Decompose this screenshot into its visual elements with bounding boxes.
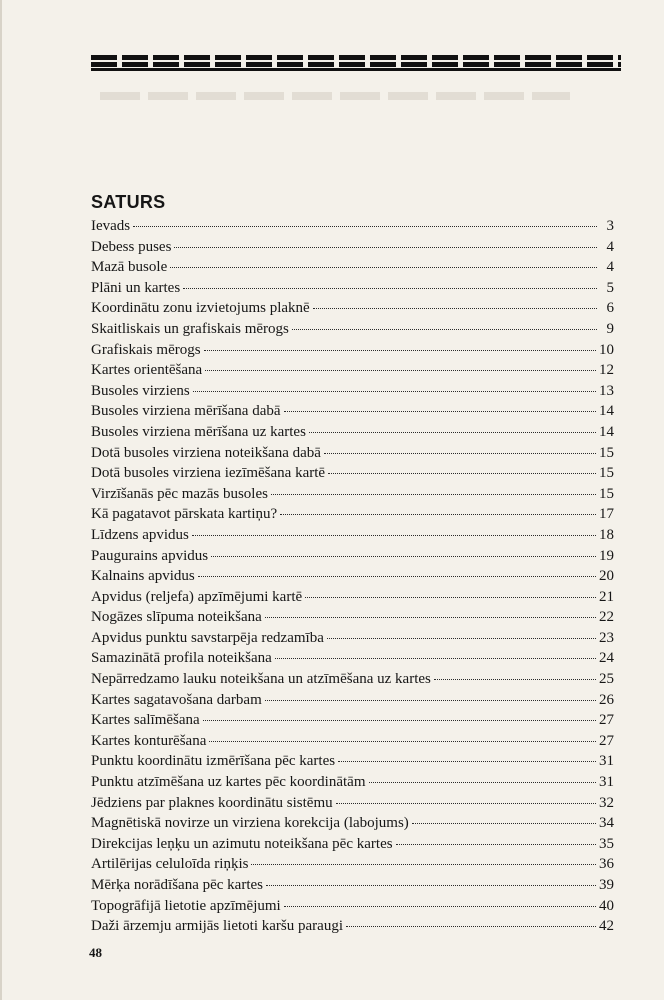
toc-entry-page: 15 [599, 465, 614, 482]
dot-leader [193, 390, 596, 392]
toc-entry [91, 813, 614, 834]
toc-entry-title: Kā pagatavot pārskata kartiņu? [91, 506, 278, 523]
toc-entry-page: 40 [599, 897, 614, 914]
toc-entry-title: Kalnains apvidus [91, 568, 195, 585]
page-title: SATURS [91, 192, 166, 212]
toc-entry [91, 648, 614, 669]
dot-leader [324, 452, 596, 454]
toc-entry-page: 32 [599, 794, 614, 811]
dot-leader [305, 596, 596, 598]
toc-entry [91, 669, 614, 690]
dot-leader [280, 513, 596, 515]
toc-entry-page: 15 [599, 485, 614, 502]
toc-entry-page: 31 [599, 774, 614, 791]
toc-entry-page: 18 [599, 526, 614, 543]
dot-leader [434, 678, 596, 680]
toc-entry-title: Koordinātu zonu izvietojums plaknē [91, 300, 310, 317]
toc-entry-page: 4 [606, 259, 614, 276]
toc-entry-title: Mazā busole [91, 259, 168, 276]
toc-entry-title: Busoles virziena mērīšana uz kartes [91, 423, 306, 440]
toc-entry-title: Kartes salīmēšana [91, 712, 200, 729]
toc-entry-title: Nogāzes slīpuma noteikšana [91, 609, 262, 626]
dot-leader [412, 822, 596, 824]
dot-leader [284, 905, 596, 907]
toc-entry-title: Ievads [91, 218, 131, 234]
toc-entry-title: Jēdziens par plaknes koordinātu sistēmu [91, 794, 333, 811]
toc-entry-title: Topogrāfijā lietotie apzīmējumi [91, 897, 281, 914]
dot-leader [338, 760, 596, 762]
toc-entry [91, 875, 614, 896]
toc-entry-title: Kartes orientēšana [91, 362, 203, 379]
toc-entry [91, 607, 614, 628]
dot-leader [205, 369, 596, 371]
toc-entry [91, 257, 614, 278]
dot-leader [369, 781, 597, 783]
dot-leader [309, 431, 596, 433]
toc-entry-page: 20 [599, 568, 614, 585]
toc-entry-page: 26 [599, 691, 614, 708]
toc-entry [91, 896, 614, 917]
dot-leader [198, 575, 596, 577]
toc-entry-title: Paugurains apvidus [91, 547, 209, 564]
toc-entry [91, 854, 614, 875]
toc-entry-title: Magnētiskā novirze un virziena korekcija (labojums) [91, 815, 409, 832]
dot-leader [284, 410, 596, 412]
toc-entry [91, 484, 614, 505]
solid-rule [91, 68, 621, 71]
toc-entry-title: Busoles virziens [91, 382, 190, 399]
toc-entry-title: Skaitliskais un grafiskais mērogs [91, 320, 289, 337]
toc-entry-title: Grafiskais mērogs [91, 341, 201, 358]
dash-row-top [91, 55, 621, 60]
toc-entry-page: 21 [599, 588, 614, 605]
bleed-through-rule [100, 92, 570, 100]
toc-entry-title: Busoles virziena mērīšana dabā [91, 403, 281, 420]
toc-entry [91, 834, 614, 855]
dot-leader [192, 534, 596, 536]
toc-entry-page: 15 [599, 444, 614, 461]
toc-entry [91, 340, 614, 361]
dot-leader [328, 472, 596, 474]
header-rule [91, 55, 621, 71]
toc-entry [91, 463, 614, 484]
toc-entry-page: 10 [599, 341, 614, 358]
toc-entry-title: Punktu atzīmēšana uz kartes pēc koordinātām [91, 774, 366, 791]
toc-entry-page: 27 [599, 732, 614, 749]
toc-entry-page: 22 [599, 609, 614, 626]
toc-entry-title: Direkcijas leņķu un azimutu noteikšana pēc kartes [91, 835, 393, 852]
toc-entry-page: 3 [606, 218, 614, 234]
toc-entry-page: 42 [599, 918, 614, 935]
toc-entry-title: Artilērijas celuloīda riņķis [91, 856, 249, 873]
toc-entry-page: 4 [606, 238, 614, 255]
toc-entry-page: 24 [599, 650, 614, 667]
toc-entry [91, 278, 614, 299]
toc-entry [91, 587, 614, 608]
toc-entry [91, 731, 614, 752]
toc-entry-page: 6 [606, 300, 614, 317]
toc-entry-title: Apvidus (reljefa) apzīmējumi kartē [91, 588, 303, 605]
toc-entry-page: 23 [599, 629, 614, 646]
dot-leader [211, 555, 596, 557]
toc-entry-title: Debess puses [91, 238, 172, 255]
toc-entry-page: 34 [599, 815, 614, 832]
dot-leader [313, 307, 597, 309]
toc-entry-page: 19 [599, 547, 614, 564]
toc-entry-title: Daži ārzemju armijās lietoti karšu paraugi [91, 918, 343, 935]
toc-entry-title: Līdzens apvidus [91, 526, 189, 543]
toc-entry-page: 17 [599, 506, 614, 523]
toc-entry-page: 12 [599, 362, 614, 379]
dot-leader [292, 328, 597, 330]
dot-leader [346, 925, 596, 927]
toc-entry-page: 27 [599, 712, 614, 729]
toc-entry [91, 751, 614, 772]
dot-leader [265, 699, 596, 701]
toc-entry [91, 566, 614, 587]
toc-entry-title: Kartes konturēšana [91, 732, 207, 749]
dot-leader [271, 493, 596, 495]
dot-leader [170, 266, 597, 268]
dot-leader [133, 225, 597, 227]
toc-entry [91, 525, 614, 546]
toc-entry [91, 216, 614, 237]
dot-leader [183, 287, 597, 289]
dot-leader [396, 843, 596, 845]
toc-entry-page: 31 [599, 753, 614, 770]
toc-entry-page: 25 [599, 671, 614, 688]
toc-entry [91, 772, 614, 793]
toc-entry [91, 422, 614, 443]
toc-entry [91, 443, 614, 464]
toc-entry [91, 710, 614, 731]
toc-entry-page: 35 [599, 835, 614, 852]
dot-leader [251, 863, 596, 865]
toc-entry [91, 690, 614, 711]
toc-entry-page: 13 [599, 382, 614, 399]
page-number: 48 [89, 945, 102, 960]
toc-entry [91, 237, 614, 258]
toc-entry [91, 628, 614, 649]
dot-leader [265, 616, 596, 618]
toc-entry-title: Apvidus punktu savstarpēja redzamība [91, 629, 324, 646]
dash-row-bottom [91, 62, 621, 67]
toc-entry-title: Dotā busoles virziena iezīmēšana kartē [91, 465, 326, 482]
toc-entry [91, 401, 614, 422]
dot-leader [174, 246, 597, 248]
toc-entry-title: Plāni un kartes [91, 279, 181, 296]
toc-entry-title: Kartes sagatavošana darbam [91, 691, 262, 708]
toc-entry [91, 298, 614, 319]
toc-entry [91, 319, 614, 340]
toc-entry-title: Mērķa norādīšana pēc kartes [91, 877, 264, 893]
toc-entry-title: Samazinātā profila noteikšana [91, 650, 272, 667]
toc-entry-page: 36 [599, 856, 614, 873]
toc-entry [91, 360, 614, 381]
toc-entry [91, 546, 614, 567]
dot-leader [336, 802, 596, 804]
toc-entry-title: Dotā busoles virziena noteikšana dabā [91, 444, 321, 461]
toc-entry-page: 14 [599, 403, 614, 420]
toc-entry-page: 39 [599, 877, 614, 893]
toc-entry [91, 793, 614, 814]
toc-entry-title: Virzīšanās pēc mazās busoles [91, 485, 268, 502]
dot-leader [209, 740, 596, 742]
toc-entry-page: 5 [606, 279, 614, 296]
toc-entry-page: 14 [599, 423, 614, 440]
toc-entry [91, 504, 614, 525]
toc-entry-page: 9 [606, 320, 614, 337]
toc-entry-title: Nepārredzamo lauku noteikšana un atzīmēšana uz kartes [91, 671, 431, 688]
toc-entry [91, 381, 614, 402]
dot-leader [275, 657, 596, 659]
toc-entry-title: Punktu koordinātu izmērīšana pēc kartes [91, 753, 336, 770]
table-of-contents [91, 216, 614, 937]
dot-leader [203, 719, 596, 721]
dot-leader [327, 637, 596, 639]
dot-leader [266, 884, 596, 886]
dot-leader [204, 349, 596, 351]
toc-entry [91, 916, 614, 937]
